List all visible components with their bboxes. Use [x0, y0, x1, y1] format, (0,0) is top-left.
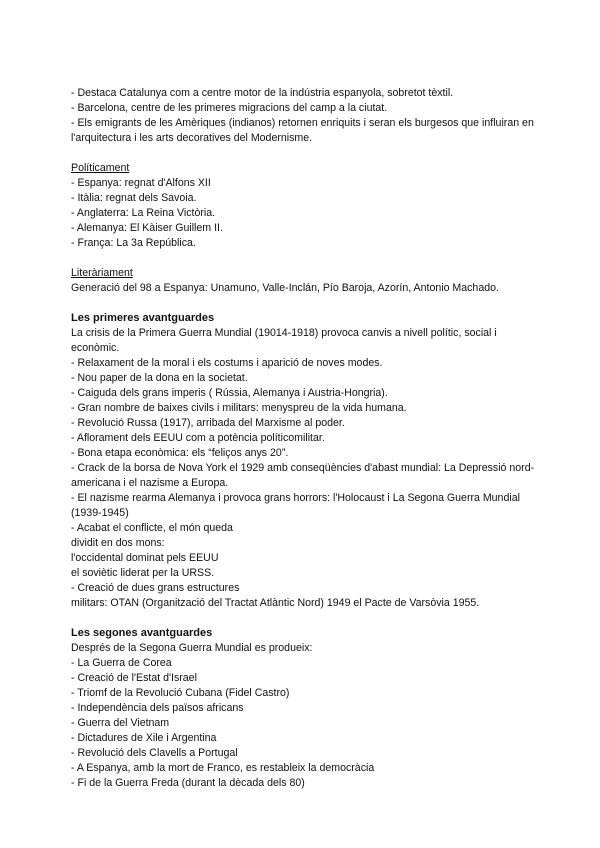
tail-line: militars: OTAN (Organització del Tractat Atlàntic Nord) 1949 el Pacte de Varsòvia 1955. [71, 597, 480, 609]
list-item: - Caiguda dels grans imperis ( Rússia, Alemanya i Austria-Hongria). [71, 387, 388, 399]
tail-line: el soviètic liderat per la URSS. [71, 567, 215, 579]
intro-section [71, 86, 541, 146]
politicament-title: Políticament [71, 162, 130, 174]
list-item: - A Espanya, amb la mort de Franco, es restableix la democràcia [71, 762, 375, 774]
segones-intro: Després de la Segona Guerra Mundial es produeix: [71, 642, 313, 654]
list-item: - Guerra del Vietnam [71, 717, 170, 729]
list-item: - França: La 3a República. [71, 237, 196, 249]
primeres-avantguardes-section [71, 311, 541, 611]
list-item: - Revolució dels Clavells a Portugal [71, 747, 238, 759]
list-item: - Creació de l'Estat d'Israel [71, 672, 197, 684]
list-item: - Independència dels països africans [71, 702, 244, 714]
document-page [71, 86, 541, 791]
politicament-section [71, 161, 541, 251]
literariament-title: Literàriament [71, 267, 133, 279]
list-item: - Alemanya: El Kàiser Guillem II. [71, 222, 223, 234]
intro-line-3: - Els emigrants de les Amèriques (indianos) retornen enriquits i seran els burgesos que influiran en l'arquitectura i les arts decoratives del Modernisme. [71, 117, 534, 144]
primeres-intro: La crisis de la Primera Guerra Mundial (19014-1918) provoca canvis a nivell polític, social i econòmic. [71, 327, 497, 354]
tail-line: l'occidental dominat pels EEUU [71, 552, 219, 564]
list-item: - Bona etapa econòmica: els “feliços anys 20”. [71, 447, 289, 459]
literariament-text: Generació del 98 a Espanya: Unamuno, Valle-Inclán, Pío Baroja, Azorín, Antonio Machado. [71, 282, 499, 294]
segones-avantguardes-section [71, 626, 541, 791]
tail-line: - Creació de dues grans estructures [71, 582, 240, 594]
list-item: - Revolució Russa (1917), arribada del Marxisme al poder. [71, 417, 345, 429]
list-item: - Anglaterra: La Reina Victòria. [71, 207, 216, 219]
list-item: - Crack de la borsa de Nova York el 1929 amb conseqüències d'abast mundial: La Depressió nord- americana i el nazisme a Europa. [71, 462, 535, 489]
list-item: - La Guerra de Corea [71, 657, 172, 669]
list-item: - El nazisme rearma Alemanya i provoca grans horrors: l'Holocaust i La Segona Guerra Mundial (1939-1945) [71, 492, 520, 519]
intro-line-2: - Barcelona, centre de les primeres migracions del camp a la ciutat. [71, 102, 388, 114]
primeres-heading: Les primeres avantguardes [71, 312, 215, 324]
list-item: - Fi de la Guerra Freda (durant la dècada dels 80) [71, 777, 305, 789]
tail-line: - Acabat el conflicte, el món queda [71, 522, 233, 534]
list-item: - Gran nombre de baixes civils i militars: menyspreu de la vida humana. [71, 402, 407, 414]
list-item: - Espanya: regnat d'Alfons XII [71, 177, 211, 189]
intro-line-1: - Destaca Catalunya com a centre motor de la indústria espanyola, sobretot tèxtil. [71, 87, 454, 99]
list-item: - Itàlia: regnat dels Savoia. [71, 192, 197, 204]
list-item: - Relaxament de la moral i els costums i aparició de noves modes. [71, 357, 383, 369]
list-item: - Aflorament dels EEUU com a potència políticomilitar. [71, 432, 325, 444]
tail-line: dividit en dos mons: [71, 537, 165, 549]
list-item: - Triomf de la Revolució Cubana (Fidel Castro) [71, 687, 290, 699]
list-item: - Dictadures de Xile i Argentina [71, 732, 217, 744]
segones-heading: Les segones avantguardes [71, 627, 213, 639]
list-item: - Nou paper de la dona en la societat. [71, 372, 248, 384]
literariament-section [71, 266, 541, 296]
